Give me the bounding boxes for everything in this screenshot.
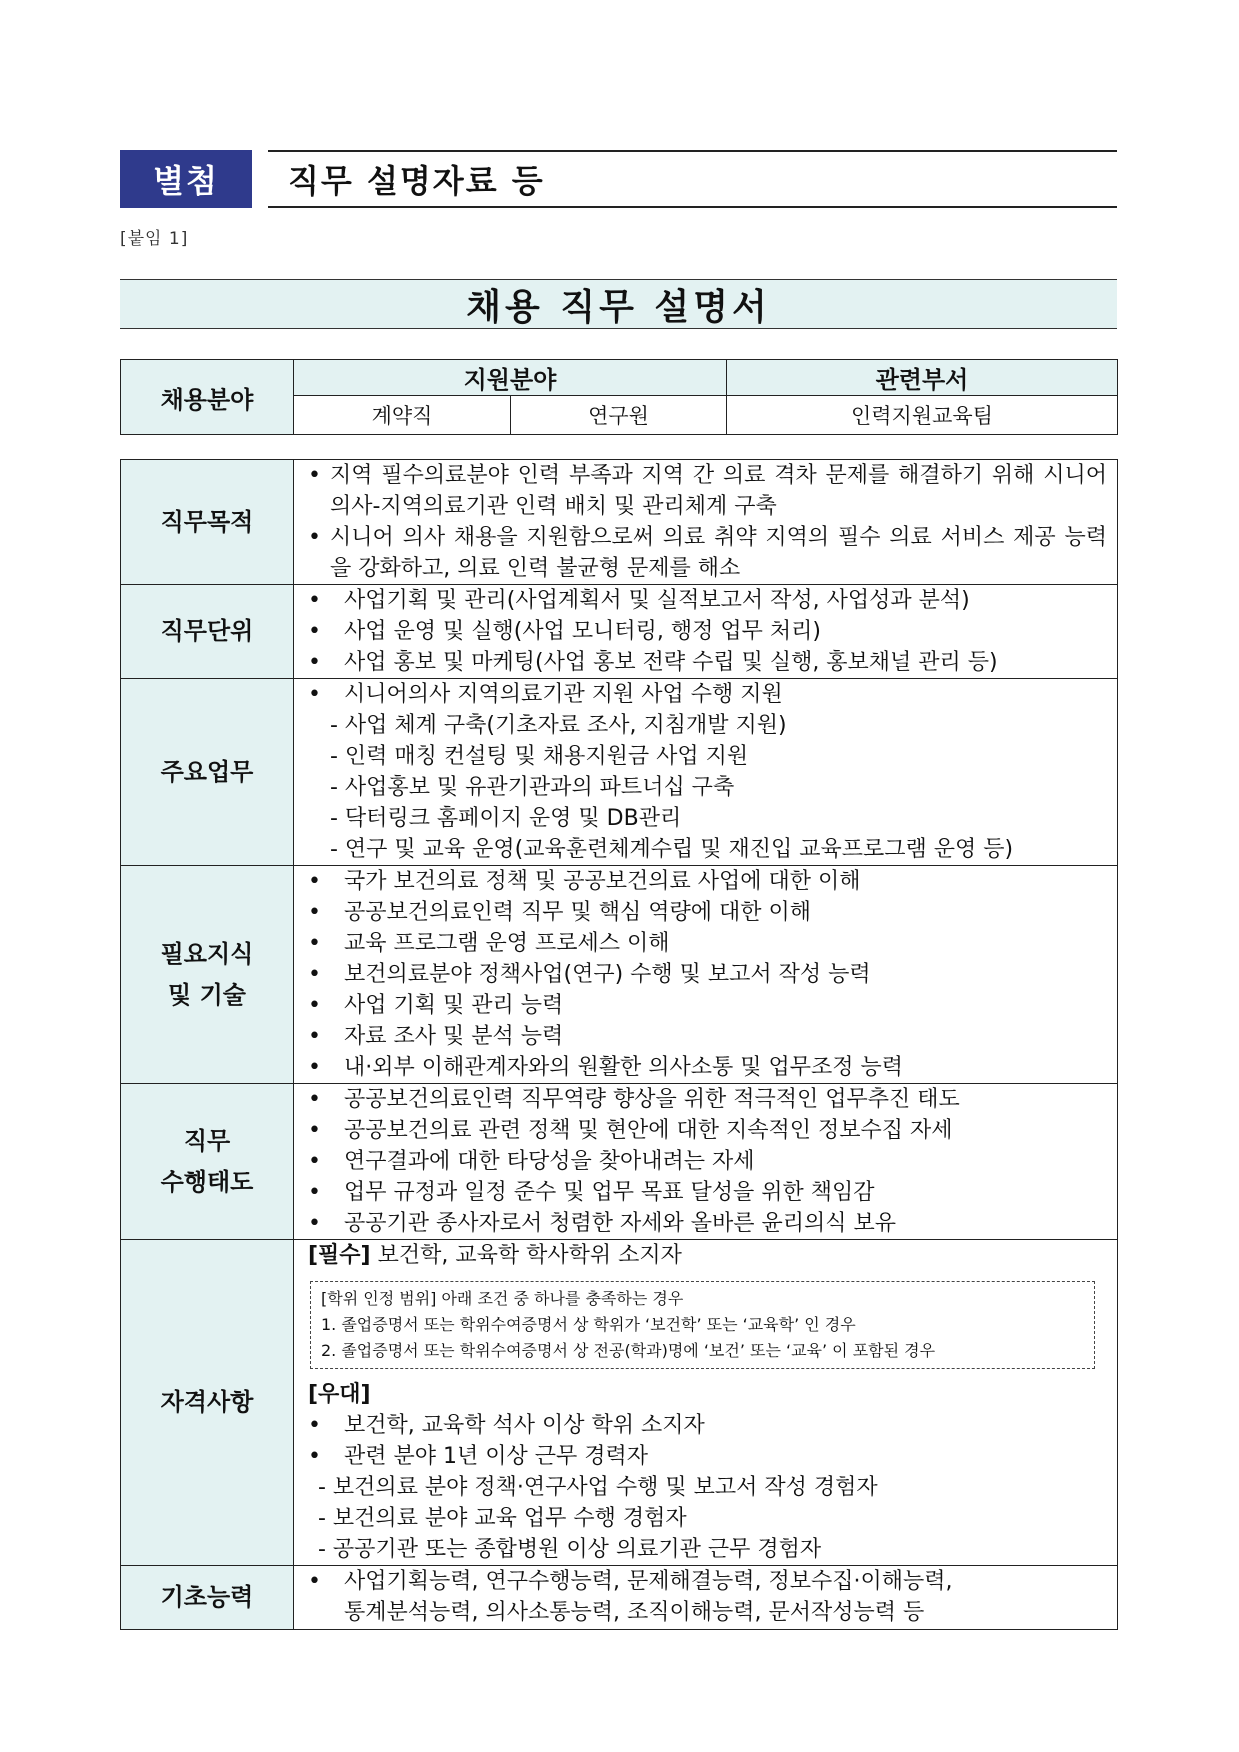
attitude-content xyxy=(294,1084,1118,1240)
job-description-table xyxy=(120,459,1118,1630)
appendix-header xyxy=(120,150,1117,208)
list-item: • 시니어 의사 채용을 지원함으로써 의료 취약 지역의 필수 의료 서비스 제공 능력을 강화하고, 의료 인력 불균형 문제를 해소 xyxy=(308,522,1107,584)
list-item: • 사업 기획 및 관리 능력 xyxy=(308,990,1107,1021)
tasks-content xyxy=(294,679,1118,866)
units-row xyxy=(121,585,1118,679)
bullet-icon: • xyxy=(308,962,321,987)
list-item: • 공공보건의료인력 직무역량 향상을 위한 적극적인 업무추진 태도 xyxy=(308,1084,1107,1115)
purpose-row xyxy=(121,460,1118,585)
task-sub-item: - 사업 체계 구축(기초자료 조사, 지침개발 지원) xyxy=(330,713,787,738)
bullet-icon: • xyxy=(308,900,321,925)
bullet-icon: • xyxy=(308,682,321,707)
document-title: 채용 직무 설명서 xyxy=(120,279,1117,329)
preferred-sub-item: - 보건의료 분야 교육 업무 수행 경험자 xyxy=(318,1506,687,1531)
list-item: • 지역 필수의료분야 인력 부족과 지역 간 의료 격차 문제를 해결하기 위해 시니어의사-지역의료기관 인력 배치 및 관리체계 구축 xyxy=(308,460,1107,522)
tasks-row xyxy=(121,679,1118,866)
field-label: 채용분야 xyxy=(121,360,294,435)
position-cell: 연구원 xyxy=(511,396,727,435)
bullet-icon: • xyxy=(308,1444,321,1469)
list-item: • 보건학, 교육학 석사 이상 학위 소지자 xyxy=(308,1410,1107,1441)
bullet-icon: • xyxy=(308,588,321,613)
list-item: • 사업기획 및 관리(사업계획서 및 실적보고서 작성, 사업성과 분석) xyxy=(308,585,1107,616)
support-field-header: 지원분야 xyxy=(294,360,727,396)
list-item: • 교육 프로그램 운영 프로세스 이해 xyxy=(308,928,1107,959)
list-item: • 시니어의사 지역의료기관 지원 사업 수행 지원 xyxy=(308,679,1107,710)
department-cell: 인력지원교육팀 xyxy=(727,396,1118,435)
bullet-icon: • xyxy=(308,1055,321,1080)
attitude-label: 직무 수행태도 xyxy=(121,1084,294,1240)
attachment-label: [붙임 1] xyxy=(120,229,189,249)
knowledge-row xyxy=(121,866,1118,1084)
appendix-badge: 별첨 xyxy=(120,150,252,208)
contract-type-cell: 계약직 xyxy=(294,396,511,435)
bullet-icon: • xyxy=(308,1413,321,1438)
task-sub-item: - 연구 및 교육 운영(교육훈련체계수립 및 재진입 교육프로그램 운영 등) xyxy=(330,837,1014,862)
list-item: • 사업기획능력, 연구수행능력, 문제해결능력, 정보수집·이해능력, 통계분석능력, 의사소통능력, 조직이해능력, 문서작성능력 등 xyxy=(308,1566,1107,1628)
bullet-icon: • xyxy=(308,650,321,675)
bullet-icon: • xyxy=(308,1569,321,1594)
task-sub-item: - 사업홍보 및 유관기관과의 파트너십 구축 xyxy=(330,775,735,800)
basic-ability-label: 기초능력 xyxy=(121,1566,294,1630)
list-item: • 보건의료분야 정책사업(연구) 수행 및 보고서 작성 능력 xyxy=(308,959,1107,990)
knowledge-label: 필요지식 및 기술 xyxy=(121,866,294,1084)
purpose-label: 직무목적 xyxy=(121,460,294,585)
bullet-icon: • xyxy=(308,869,321,894)
list-item: • 연구결과에 대한 타당성을 찾아내려는 자세 xyxy=(308,1146,1107,1177)
bullet-icon: • xyxy=(308,1211,321,1236)
list-item: • 공공기관 종사자로서 청렴한 자세와 올바른 윤리의식 보유 xyxy=(308,1208,1107,1239)
bullet-icon: • xyxy=(308,619,321,644)
list-item: • 사업 운영 및 실행(사업 모니터링, 행정 업무 처리) xyxy=(308,616,1107,647)
basic-ability-row xyxy=(121,1566,1118,1630)
bullet-icon: • xyxy=(308,993,321,1018)
degree-scope-note: [학위 인정 범위] 아래 조건 중 하나를 충족하는 경우 1. 졸업증명서 또는 학위수여증명서 상 학위가 ‘보건학’ 또는 ‘교육학’ 인 경우 2. 졸업증명서 또는 학위수여증명서 상 전공(학과)명에 ‘보건’ 또는 ‘교육’ 이 포함된 경우 xyxy=(310,1281,1095,1369)
list-item: • 공공보건의료 관련 정책 및 현안에 대한 지속적인 정보수집 자세 xyxy=(308,1115,1107,1146)
qualification-row xyxy=(121,1240,1118,1566)
list-item: • 사업 홍보 및 마케팅(사업 홍보 전략 수립 및 실행, 홍보채널 관리 등) xyxy=(308,647,1107,678)
bullet-icon: • xyxy=(308,1118,321,1143)
department-header: 관련부서 xyxy=(727,360,1118,396)
qualification-content xyxy=(294,1240,1118,1566)
knowledge-content xyxy=(294,866,1118,1084)
bullet-icon: • xyxy=(308,525,321,550)
preferred-sub-item: - 공공기관 또는 종합병원 이상 의료기관 근무 경험자 xyxy=(318,1537,822,1562)
preferred-sub-item: - 보건의료 분야 정책·연구사업 수행 및 보고서 작성 경험자 xyxy=(318,1475,878,1500)
task-sub-item: - 닥터링크 홈페이지 운영 및 DB관리 xyxy=(330,806,682,831)
preferred-heading: [우대] xyxy=(308,1382,371,1407)
qualification-label: 자격사항 xyxy=(121,1240,294,1566)
units-content xyxy=(294,585,1118,679)
appendix-title: 직무 설명자료 등 xyxy=(288,162,545,200)
list-item: • 관련 분야 1년 이상 근무 경력자 xyxy=(308,1441,1107,1472)
attitude-row xyxy=(121,1084,1118,1240)
list-item: • 내·외부 이해관계자와의 원활한 의사소통 및 업무조정 능력 xyxy=(308,1052,1107,1083)
list-item: • 업무 규정과 일정 준수 및 업무 목표 달성을 위한 책임감 xyxy=(308,1177,1107,1208)
task-sub-item: - 인력 매칭 컨설팅 및 채용지원금 사업 지원 xyxy=(330,744,749,769)
bullet-icon: • xyxy=(308,931,321,956)
list-item: • 자료 조사 및 분석 능력 xyxy=(308,1021,1107,1052)
bullet-icon: • xyxy=(308,1149,321,1174)
header-rule-bottom xyxy=(268,206,1117,208)
basic-ability-content xyxy=(294,1566,1118,1630)
bullet-icon: • xyxy=(308,1024,321,1049)
required-tag: [필수] xyxy=(308,1243,371,1268)
bullet-icon: • xyxy=(308,463,321,488)
bullet-icon: • xyxy=(308,1087,321,1112)
bullet-icon: • xyxy=(308,1180,321,1205)
purpose-content xyxy=(294,460,1118,585)
units-label: 직무단위 xyxy=(121,585,294,679)
tasks-label: 주요업무 xyxy=(121,679,294,866)
required-line: [필수] 보건학, 교육학 학사학위 소지자 xyxy=(308,1243,682,1268)
overview-table xyxy=(120,359,1118,435)
list-item: • 국가 보건의료 정책 및 공공보건의료 사업에 대한 이해 xyxy=(308,866,1107,897)
list-item: • 공공보건의료인력 직무 및 핵심 역량에 대한 이해 xyxy=(308,897,1107,928)
